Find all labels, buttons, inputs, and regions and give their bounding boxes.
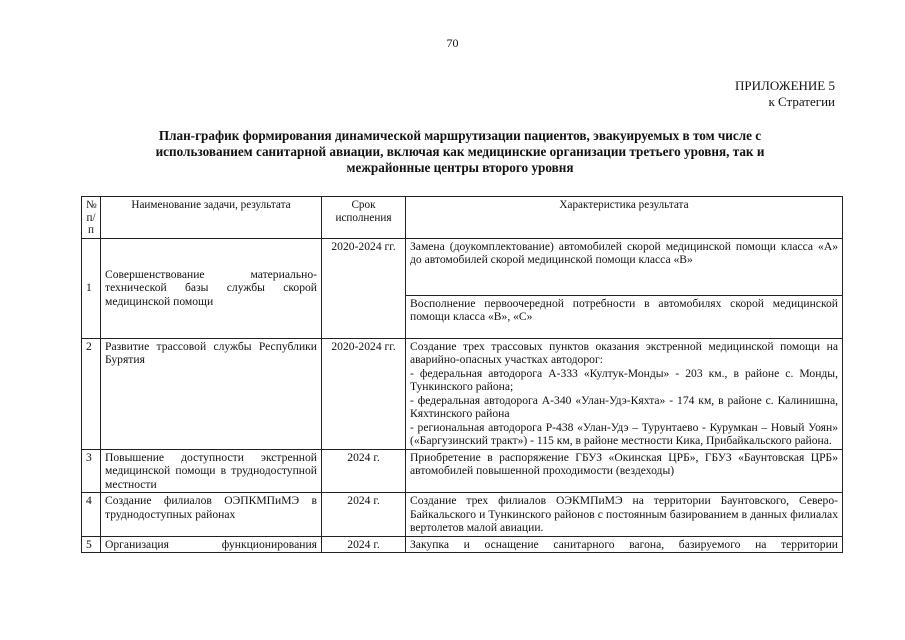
document-title-line-3: межрайонные центры второго уровня [346,160,574,175]
document-title-line-1: План-график формирования динамической маршрутизации пациентов, эвакуируемых в том числе с [158,128,762,143]
table-row [82,493,843,537]
row-2-result-line: - региональная автодорога Р-438 «Улан-Удэ – Турунтаево - Курумкан – Новый Уоян» («Баргузинский тракт») - 115 км, в районе местности Кика, Прибайкальского района. [410,420,838,447]
row-4-result: Создание трех филиалов ОЭКМПиМЭ на территории Баунтовского, Северо-Байкальского и Тункинского районов с постоянным базированием в данных филиалах вертолетов малой авиации. [406,493,843,537]
appendix-subtitle: к Стратегии [768,94,835,109]
row-2-result-line: Создание трех трассовых пунктов оказания экстренной медицинской помощи на аварийно-опасных участках автодорог: [410,339,838,366]
row-1-num: 1 [82,238,101,338]
document-title-line-2: использованием санитарной авиации, включая как медицинские организации третьего уровня, так и [155,144,765,159]
row-2-task: Развитие трассовой службы Республики Бурятия [101,338,322,449]
row-1-result-a: Замена (доукомплектование) автомобилей скорой медицинской помощи класса «А» до автомобилей скорой медицинской помощи класса «В» [406,238,843,295]
row-2-term: 2020-2024 гг. [322,338,406,449]
table-row [82,536,843,553]
appendix-header [735,78,835,110]
row-2-result-line: - федеральная автодорога А-333 «Култук-Монды» - 203 км., в районе с. Монды, Тункинского района; [410,366,838,393]
row-5-num: 5 [82,536,101,553]
row-5-task: Организация функционирования [101,536,322,553]
page-number: 70 [446,36,459,50]
row-1-task: Совершенствование материально-технической базы службы скорой медицинской помощи [101,238,322,338]
header-task: Наименование задачи, результата [101,197,322,239]
row-3-result: Приобретение в распоряжение ГБУЗ «Окинская ЦРБ», ГБУЗ «Баунтовская ЦРБ» автомобилей повышенной проходимости (вездеходы) [406,449,843,493]
row-3-term: 2024 г. [322,449,406,493]
row-4-num: 4 [82,493,101,537]
table-row [82,238,843,295]
header-result: Характеристика результата [406,197,843,239]
row-2-num: 2 [82,338,101,449]
appendix-title: ПРИЛОЖЕНИЕ 5 [735,78,835,93]
document-title [80,128,840,176]
row-3-num: 3 [82,449,101,493]
row-4-task: Создание филиалов ОЭПКМПиМЭ в труднодоступных районах [101,493,322,537]
row-5-result: Закупка и оснащение санитарного вагона, базируемого на территории [406,536,843,553]
table-row [82,338,843,449]
row-1-term: 2020-2024 гг. [322,238,406,338]
header-num: № п/п [82,197,101,239]
plan-table [81,196,843,553]
row-5-term: 2024 г. [322,536,406,553]
row-4-term: 2024 г. [322,493,406,537]
table-row [82,449,843,493]
row-2-result-line: - федеральная автодорога А-340 «Улан-Удэ-Кяхта» - 174 км, в районе с. Калинишна, Кяхтинского района [410,393,838,420]
row-2-result [406,338,843,449]
header-term: Срок исполнения [322,197,406,239]
row-3-task: Повышение доступности экстренной медицинской помощи в труднодоступной местности [101,449,322,493]
row-1-result-b: Восполнение первоочередной потребности в автомобилях скорой медицинской помощи класса «В», «С» [406,295,843,338]
table-header-row [82,197,843,239]
